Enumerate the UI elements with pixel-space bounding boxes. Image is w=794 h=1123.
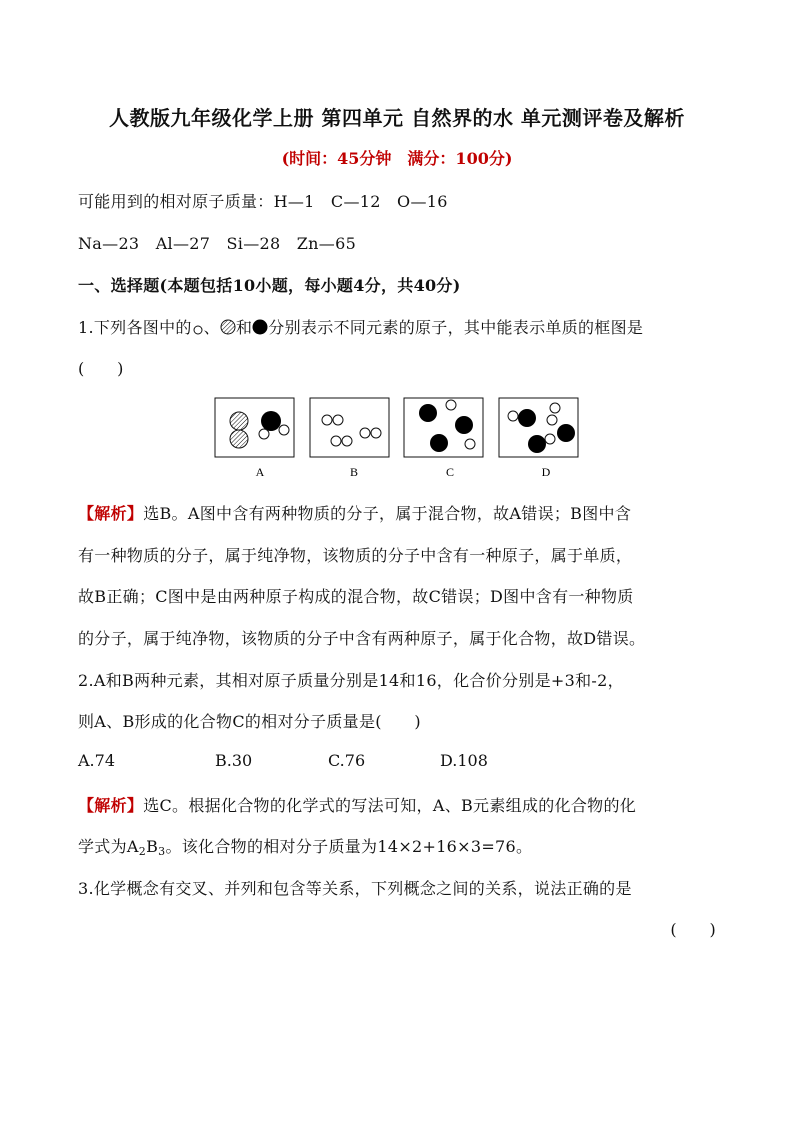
figure-label-b: B xyxy=(349,465,359,479)
q1-analysis-line-4: 的分子，属于纯净物，该物质的分子中含有两种原子，属于化合物，故D错误。 xyxy=(78,629,646,648)
analysis-tag: 【解析】 xyxy=(78,504,144,523)
atomic-mass-line-1: 可能用到的相对原子质量：H—1 C—12 O—16 xyxy=(78,192,448,211)
q2-option-c: C.76 xyxy=(328,751,366,770)
analysis-tag: 【解析】 xyxy=(78,796,144,815)
q2-analysis-formula-pre: 学式为A xyxy=(78,837,139,856)
question-2-line-2: 则A、B形成的化合物C的相对分子质量是( ) xyxy=(78,712,421,731)
q2-analysis-line-2 xyxy=(78,834,532,858)
figure-box-c xyxy=(404,398,483,457)
figure-box-d xyxy=(499,398,578,457)
q1-analysis-line-3: 故B正确；C图中是由两种原子构成的混合物，故C错误；D图中含有一种物质 xyxy=(78,587,634,606)
white-atom-icon xyxy=(192,323,204,335)
figure-label-a: A xyxy=(255,465,265,479)
question-1-text xyxy=(78,315,643,338)
q1-text-after: 分别表示不同元素的原子，其中能表示单质的框图是 xyxy=(268,318,644,337)
question-1-paren: ( ) xyxy=(78,359,124,378)
q1-text-before: 1.下列各图中的 xyxy=(78,318,192,337)
figure-label-c: C xyxy=(445,465,455,479)
q2-option-a: A.74 xyxy=(78,751,115,770)
atomic-mass-line-2: Na—23 Al—27 Si—28 Zn—65 xyxy=(78,234,357,253)
figure-label-d: D xyxy=(541,465,551,479)
figure-box-a xyxy=(215,398,294,457)
question-1-figure xyxy=(210,392,590,484)
black-atom-icon xyxy=(252,319,268,335)
q1-sep-1: 、 xyxy=(203,318,220,337)
q2-analysis-formula-post: 。该化合物的相对分子质量为14×2+16×3=76。 xyxy=(165,837,533,856)
question-3-paren: ( ) xyxy=(670,920,716,939)
q1-sep-2: 和 xyxy=(235,318,253,337)
exam-subtitle: (时间：45分钟 满分：100分) xyxy=(281,149,513,168)
figure-box-b xyxy=(310,398,389,457)
hatched-atom-icon xyxy=(220,319,236,335)
page-title: 人教版九年级化学上册 第四单元 自然界的水 单元测评卷及解析 xyxy=(109,106,685,130)
question-3-line-1: 3.化学概念有交叉、并列和包含等关系，下列概念之间的关系，说法正确的是 xyxy=(78,879,632,898)
q2-analysis-formula-mid: B xyxy=(146,837,159,856)
q1-analysis-line-2: 有一种物质的分子，属于纯净物，该物质的分子中含有一种原子，属于单质， xyxy=(78,546,633,565)
q1-analysis-line-1 xyxy=(78,501,631,524)
q2-option-d: D.108 xyxy=(440,751,488,770)
q1-analysis-text-1: 选B。A图中含有两种物质的分子，属于混合物，故A错误；B图中含 xyxy=(143,504,632,523)
section-heading: 一、选择题(本题包括10小题，每小题4分，共40分) xyxy=(78,276,461,295)
q2-analysis-line-1 xyxy=(78,793,636,816)
question-2-line-1: 2.A和B两种元素，其相对原子质量分别是14和16，化合价分别是+3和-2， xyxy=(78,671,624,690)
q2-subscript-1: 2 xyxy=(138,845,147,858)
q2-option-b: B.30 xyxy=(215,751,253,770)
q2-subscript-2: 3 xyxy=(158,845,166,858)
q2-analysis-text-1: 选C。根据化合物的化学式的写法可知，A、B元素组成的化合物的化 xyxy=(143,796,637,815)
